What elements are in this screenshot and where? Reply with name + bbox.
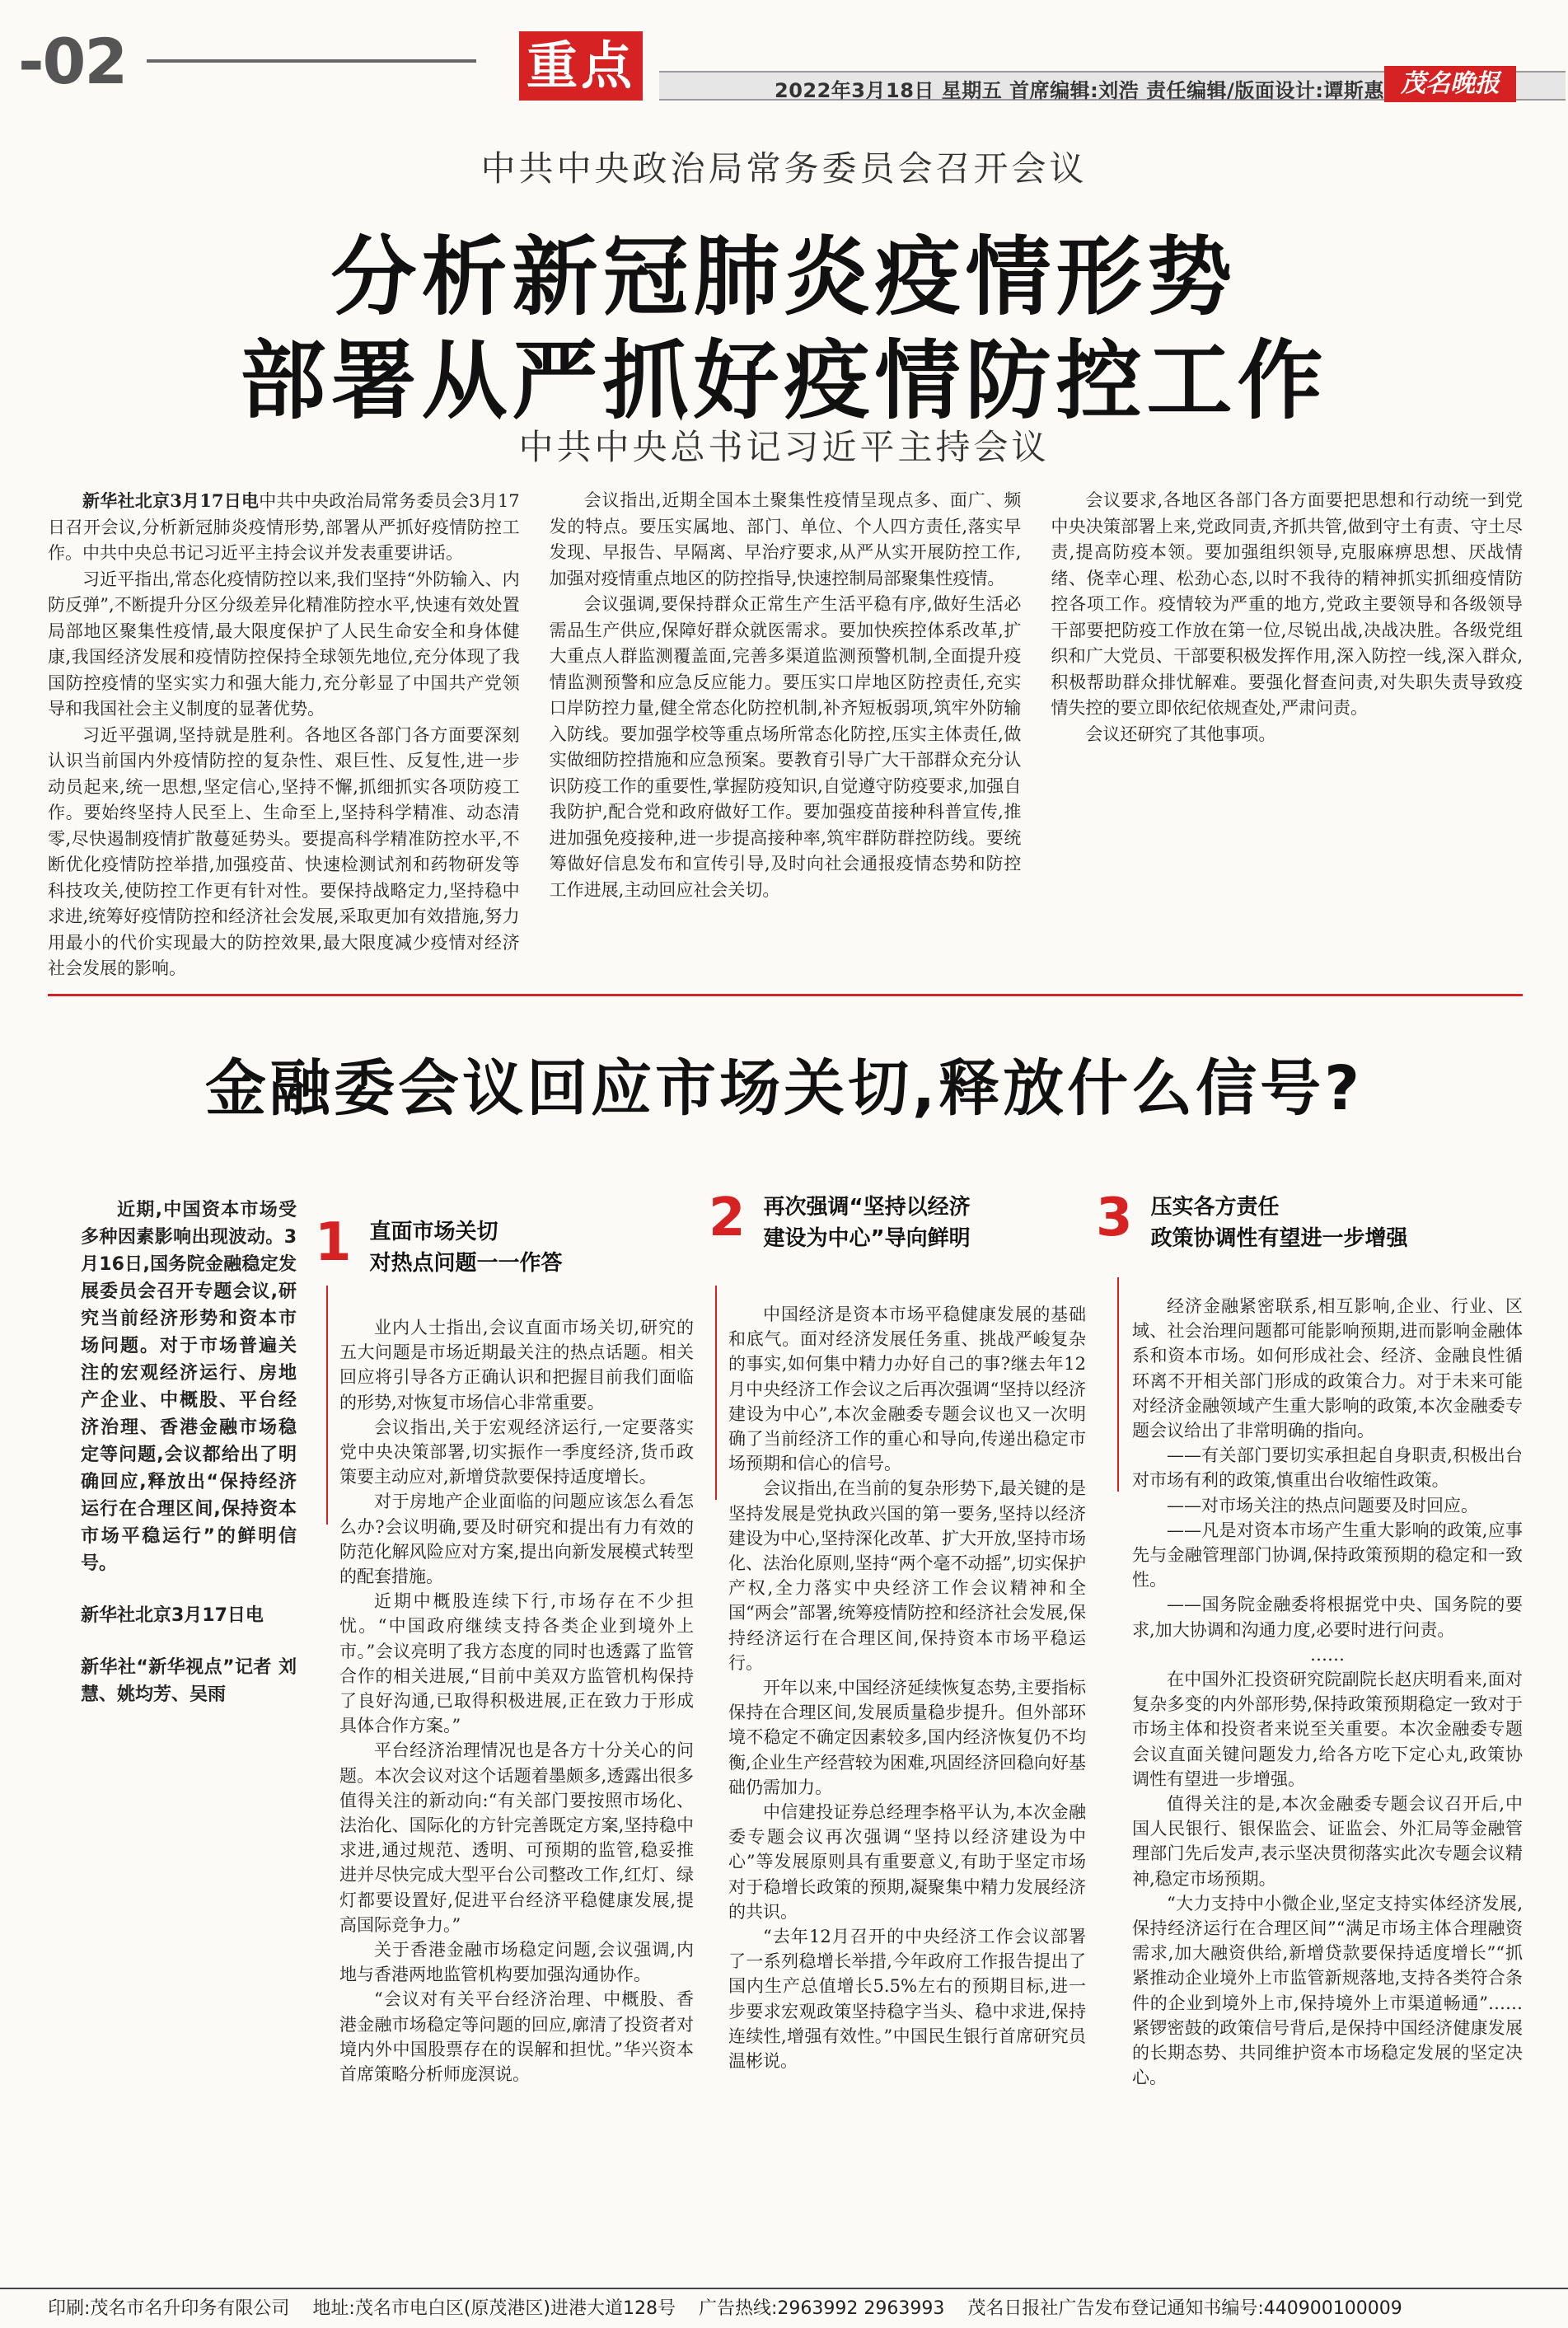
section-3-heading	[1096, 1187, 1408, 1254]
article1-paragraph: 习近平强调,坚持就是胜利。各地区各部门各方面要深刻认识当前国内外疫情防控的复杂性、艰巨性、反复性,进一步动员起来,统一思想,坚定信心,坚持不懈,抓细抓实各项防疫工作。要始终坚持人民至上、生命至上,坚持科学精准、动态清零,尽快遏制疫情扩散蔓延势头。要提高科学精准防控水平,不断优化疫情防控举措,加强疫苗、快速检测试剂和药物研发等科技攻关,使防控工作更有针对性。要保持战略定力,坚持稳中求进,统筹好疫情防控和经济社会发展,采取更加有效措施,努力用最小的代价实现最大的防控效果,最大限度减少疫情对经济社会发展的影响。	[48, 724, 520, 978]
page-header	[0, 0, 1568, 132]
article2-headline: 金融委会议回应市场关切,释放什么信号?	[204, 1053, 1364, 1124]
section-title	[764, 1192, 971, 1254]
masthead-logo: 茂名晚报	[1384, 66, 1516, 102]
article1-kicker: 中共中央政治局常务委员会召开会议	[480, 148, 1088, 189]
section-title-line: 再次强调“坚持以经济	[763, 1195, 971, 1220]
article-divider	[48, 994, 1523, 996]
section-paragraph: “会议对有关平台经济治理、中概股、香港金融市场稳定等问题的回应,廓清了投资者对境内外中国股票存在的误解和担忧。”华兴资本首席策略分析师庞溟说。	[339, 1989, 694, 2085]
section-paragraph: 关于香港金融市场稳定问题,会议强调,内地与香港两地监管机构要加强沟通协作。	[339, 1940, 694, 1985]
article1-subheadline: 中共中央总书记习近平主持会议	[518, 427, 1050, 467]
section-paragraph: 开年以来,中国经济延续恢复态势,主要指标保持在合理区间,发展质量稳步提升。但外部环境不稳定不确定因素较多,国内经济恢复仍不均衡,企业生产经营较为困难,巩固经济回稳向好基础仍需加力。	[728, 1678, 1086, 1797]
footer-rule	[0, 2288, 1568, 2289]
section-paragraph: 中信建投证券总经理李格平认为,本次金融委专题会议再次强调“坚持以经济建设为中心”等发展原则具有重要意义,有助于坚定市场对于稳增长政策的预期,凝聚集中精力发展经济的共识。	[728, 1802, 1086, 1922]
section-title-line: 压实各方责任	[1150, 1195, 1280, 1220]
footer-address: 地址:茂名市电白区(原茂港区)进港大道128号	[312, 2298, 676, 2319]
article1-paragraph: 会议指出,近期全国本土聚集性疫情呈现点多、面广、频发的特点。要压实属地、部门、单位、个人四方责任,落实早发现、早报告、早隔离、早治疗要求,从严从实开展防控工作,加强对疫情重点地区的防控指导,快速控制局部聚集性疫情。	[549, 490, 1022, 588]
article2-intro-text: 近期,中国资本市场受多种因素影响出现波动。3月16日,国务院金融稳定发展委员会召开专题会议,研究当前经济形势和资本市场问题。对于市场普遍关注的宏观经济运行、房地产企业、中概股、平台经济治理、香港金融市场稳定等问题,会议都给出了明确回应,释放出“保持经济运行在合理区间,保持资本市场平稳运行”的鲜明信号。	[81, 1200, 297, 1574]
section-2-heading	[709, 1187, 971, 1254]
article1-column-3	[1051, 488, 1523, 966]
article1-lead: 新华社北京3月17日电	[82, 490, 260, 511]
article1-body	[48, 488, 1524, 978]
article2-intro	[81, 1197, 297, 1708]
section-title-line: 对热点问题一一作答	[369, 1251, 563, 1276]
section-number: 3	[1096, 1187, 1133, 1248]
section-paragraph: 会议指出,在当前的复杂形势下,最关键的是坚持发展是党执政兴国的第一要务,坚持以经济建设为中心,坚持深化改革、扩大开放,坚持市场化、法治化原则,坚持“两个毫不动摇”,切实保护产权,全力落实中央经济工作会议精神和全国“两会”部署,统筹疫情防控和经济社会发展,保持经济运行在合理区间,保持资本市场平稳运行。	[728, 1478, 1086, 1673]
article1-column-2	[550, 488, 1022, 966]
section-paragraph: 在中国外汇投资研究院副院长赵庆明看来,面对复杂多变的内外部形势,保持政策预期稳定一致对于市场主体和投资者来说至关重要。本次金融委专题会议直面关键问题发力,给各方吃下定心丸,政策协调性有望进一步增强。	[1132, 1670, 1523, 1789]
section-title	[370, 1216, 563, 1279]
section-paragraph: 会议指出,关于宏观经济运行,一定要落实党中央决策部署,切实振作一季度经济,货币政策要主动应对,新增贷款要保持适度增长。	[339, 1417, 694, 1487]
footer-printer: 印刷:茂名市名升印务有限公司	[48, 2298, 290, 2319]
section-paragraph: ——凡是对资本市场产生重大影响的政策,应事先与金融管理部门协调,保持政策预期的稳定和一致性。	[1132, 1520, 1523, 1590]
section-tag: 重点	[519, 31, 643, 101]
section-paragraph: 对于房地产企业面临的问题应该怎么看怎么办?会议明确,要及时研究和提出有力有效的防范化解风险应对方案,提出向新发展模式转型的配套措施。	[339, 1492, 694, 1587]
section-1-body	[339, 1315, 694, 2087]
page-number: -02	[18, 25, 127, 98]
article1-text: 中共中央政治局常务委员会3月17日召开会议,分析新冠肺炎疫情形势,部署从严抓好疫情防控工作。中共中央总书记习近平主持会议并发表重要讲话。	[48, 491, 520, 563]
section-paragraph: 业内人士指出,会议直面市场关切,研究的五大问题是市场近期最关注的热点话题。相关回应将引导各方正确认识和把握目前我们面临的形势,对恢复市场信心非常重要。	[339, 1318, 694, 1412]
section-paragraph: 值得关注的是,本次金融委专题会议召开后,中国人民银行、银保监会、证监会、外汇局等金融管理部门先后发声,表示坚决贯彻落实此次专题会议精神,稳定市场预期。	[1132, 1794, 1523, 1889]
article2-dateline: 新华社北京3月17日电	[81, 1605, 264, 1626]
article1-paragraph: 习近平指出,常态化疫情防控以来,我们坚持“外防输入、内防反弹”,不断提升分区分级差异化精准防控水平,快速有效处置局部地区聚集性疫情,最大限度保护了人民生命安全和身体健康,我国经济发展和疫情防控保持全球领先地位,充分体现了我国防控疫情的坚实实力和强大能力,充分彰显了中国共产党领导和我国社会主义制度的显著优势。	[48, 569, 520, 719]
section-3-rule	[1117, 1277, 1119, 1492]
section-2-body	[728, 1302, 1086, 2073]
section-paragraph: ——有关部门要切实承担起自身职责,积极出台对市场有利的政策,慎重出台收缩性政策。	[1132, 1445, 1523, 1491]
article2-byline: 新华社“新华视点”记者 刘慧、姚均芳、吴雨	[81, 1657, 297, 1705]
article1-paragraph	[48, 488, 520, 567]
section-number: 2	[709, 1187, 746, 1248]
article1-column-1	[48, 488, 520, 978]
header-dateline: 2022年3月18日 星期五 首席编辑:刘浩 责任编辑/版面设计:谭斯惠	[775, 79, 1384, 102]
section-title-line: 建设为中心”导向鲜明	[763, 1226, 971, 1251]
section-3-body	[1132, 1294, 1523, 2091]
section-title-line: 政策协调性有望进一步增强	[1150, 1226, 1408, 1251]
section-paragraph: ——对市场关注的热点问题要及时回应。	[1167, 1495, 1478, 1515]
footer-ad-hotline: 广告热线:2963992 2963993	[698, 2298, 945, 2319]
article1-headline-line1: 分析新冠肺炎疫情形势	[330, 227, 1238, 327]
article1-paragraph: 会议要求,各地区各部门各方面要把思想和行动统一到党中央决策部署上来,党政同责,齐抓共管,做到守土有责、守土尽责,提高防疫本领。要加强组织领导,克服麻痹思想、厌战情绪、侥幸心理、松劲心态,以时不我待的精神抓实抓细疫情防控各项工作。疫情较为严重的地方,党政主要领导和各级领导干部要把防疫工作放在第一位,尽锐出战,决战决胜。各级党组织和广大党员、干部要积极发挥作用,深入防控一线,深入群众,积极帮助群众排忧解难。要强化督查问责,对失职失责导致疫情失控的要立即依纪依规查处,严肃问责。	[1051, 490, 1524, 718]
article1-headline-line2: 部署从严抓好疫情防控工作	[240, 330, 1328, 431]
article1-paragraph: 会议强调,要保持群众正常生产生活平稳有序,做好生活必需品生产供应,保障好群众就医需求。要加快疾控体系改革,扩大重点人群监测覆盖面,完善多渠道监测预警机制,全面提升疫情监测预警和应急反应能力。要压实口岸地区防控责任,充实口岸防控力量,健全常态化防控机制,补齐短板弱项,筑牢外防输入防线。要加强学校等重点场所常态化防控,压实主体责任,做实做细防控措施和应急预案。要教育引导广大干部群众充分认识防疫工作的重要性,掌握防疫知识,自觉遵守防疫要求,加强自我防护,配合党和政府做好工作。要加强疫苗接种科普宣传,推进加强免疫接种,进一步提高接种率,筑牢群防群控防线。要统筹做好信息发布和宣传引导,及时向社会通报疫情态势和防控工作进展,主动回应社会关切。	[549, 594, 1022, 900]
section-1-heading	[315, 1212, 563, 1279]
section-number: 1	[315, 1212, 352, 1273]
header-rule	[147, 59, 476, 63]
page-footer	[48, 2294, 1531, 2320]
section-paragraph: 经济金融紧密联系,相互影响,企业、行业、区域、社会治理问题都可能影响预期,进而影响金融体系和资本市场。如何形成社会、经济、金融良性循环离不开相关部门形成的政策合力。对于未来可能对经济金融领域产生重大影响的政策,本次金融委专题会议给出了非常明确的指向。	[1132, 1296, 1523, 1441]
section-title-line: 直面市场关切	[369, 1220, 498, 1244]
section-paragraph: 平台经济治理情况也是各方十分关心的问题。本次会议对这个话题着墨颇多,透露出很多值得关注的新动向:“有关部门要按照市场化、法治化、国际化的方针完善既定方案,坚持稳中求进,通过规范、透明、可预期的监管,稳妥推进并尽快完成大型平台公司整改工作,红灯、绿灯都要设置好,促进平台经济平稳健康发展,提高国际竞争力。”	[339, 1740, 694, 1935]
footer-ad-license: 茂名日报社广告发布登记通知书编号:440900100009	[967, 2298, 1402, 2319]
section-2-rule	[715, 1286, 717, 1500]
section-title	[1151, 1192, 1408, 1254]
article1-paragraph: 会议还研究了其他事项。	[1085, 724, 1276, 744]
section-paragraph: ——国务院金融委将根据党中央、国务院的要求,加大协调和沟通力度,必要时进行问责。	[1132, 1595, 1523, 1640]
section-paragraph: 中国经济是资本市场平稳健康发展的基础和底气。面对经济发展任务重、挑战严峻复杂的事实,如何集中精力办好自己的事?继去年12月中央经济工作会议之后再次强调“坚持以经济建设为中心”,本次金融委专题会议也又一次明确了当前经济工作的重心和导向,传递出稳定市场预期和信心的信号。	[728, 1305, 1086, 1474]
section-paragraph: 近期中概股连续下行,市场存在不少担忧。“中国政府继续支持各类企业到境外上市。”会议亮明了我方态度的同时也透露了监管合作的相关进展,“目前中美双方监管机构保持了良好沟通,已取得积极进展,正在致力于形成具体合作方案。”	[339, 1591, 694, 1736]
section-paragraph: “去年12月召开的中央经济工作会议部署了一系列稳增长举措,今年政府工作报告提出了国内生产总值增长5.5%左右的预期目标,进一步要求宏观政策坚持稳字当头、稳中求进,保持连续性,增强有效性。”中国民生银行首席研究员温彬说。	[728, 1927, 1086, 2072]
section-paragraph: ……	[1310, 1644, 1345, 1665]
section-1-rule	[326, 1286, 328, 1525]
section-paragraph: “大力支持中小微企业,坚定支持实体经济发展,保持经济运行在合理区间”“满足市场主体合理融资需求,加大融资供给,新增贷款要保持适度增长”“抓紧推动企业境外上市监管新规落地,支持各类符合条件的企业到境外上市,保持境外上市渠道畅通”……紧锣密鼓的政策信号背后,是保持中国经济健康发展的长期态势、共同维护资本市场稳定发展的坚定决心。	[1132, 1893, 1523, 2088]
